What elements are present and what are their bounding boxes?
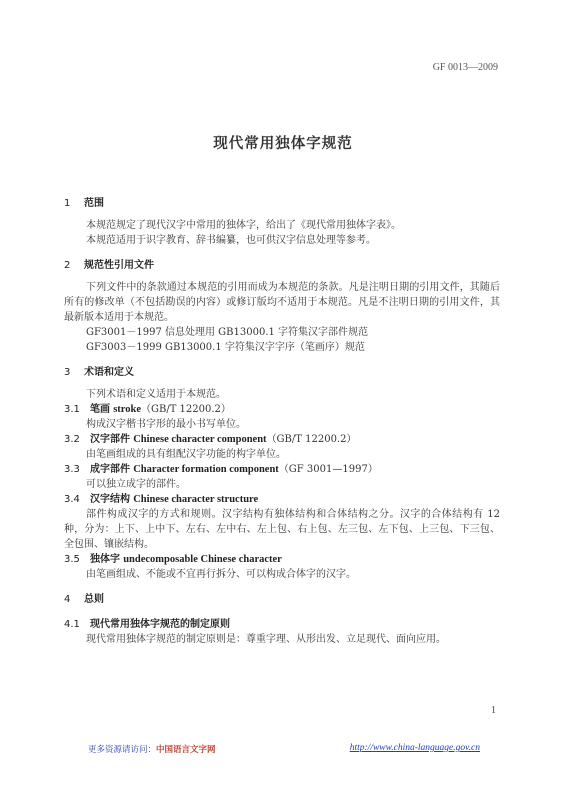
term-reference: （GB/T 12200.2） xyxy=(266,434,357,445)
term-reference: （GB/T 12200.2） xyxy=(141,404,231,415)
footer-site-name: 中国语言文字网 xyxy=(156,745,216,755)
section-3-heading xyxy=(64,365,500,380)
term-number: 3.4 xyxy=(64,494,80,505)
document-body xyxy=(64,196,500,647)
standard-code: GF 0013—2009 xyxy=(432,62,498,73)
document-title: 现代常用独体字规范 xyxy=(213,136,353,152)
footer-url-link[interactable]: http://www.china-language.gov.cn xyxy=(349,743,480,753)
reference-item: GF3001－1997 信息处理用 GB13000.1 字符集汉字部件规范 xyxy=(86,327,369,338)
term-english: undecomposable Chinese character xyxy=(123,554,282,565)
section-1-heading xyxy=(64,196,500,211)
term-3-4 xyxy=(64,492,500,507)
term-name: 汉字结构 xyxy=(90,494,130,505)
term-number: 3.2 xyxy=(64,434,80,445)
term-3-1 xyxy=(64,402,500,417)
paragraph: 现代常用独体字规范的制定原则是：尊重字理、从形出发、立足现代、面向应用。 xyxy=(86,634,446,645)
term-3-5 xyxy=(64,552,500,567)
reference-item: GF3003－1999 GB13000.1 字符集汉字字序（笔画序）规范 xyxy=(86,342,365,353)
footer-resource-note xyxy=(88,743,216,755)
term-name: 独体字 xyxy=(90,554,120,565)
section-number: 1 xyxy=(64,198,71,209)
term-english: Character formation component xyxy=(133,464,279,475)
section-4-heading xyxy=(64,592,500,607)
term-definition: 构成汉字楷书字形的最小书写单位。 xyxy=(86,419,246,430)
paragraph: 下列文件中的条款通过本规范的引用而成为本规范的条款。凡是注明日期的引用文件，其随后所有的修改单（不包括勘误的内容）或修订版均不适用于本规范。凡是不注明日期的引用文件，其最新版本适用于本规范。 xyxy=(64,282,500,323)
section-title: 术语和定义 xyxy=(84,367,134,378)
term-definition: 由笔画组成的具有组配汉字功能的构字单位。 xyxy=(86,449,286,460)
term-name: 笔画 xyxy=(90,404,110,415)
paragraph: 下列术语和定义适用于本规范。 xyxy=(86,389,226,400)
section-title: 总则 xyxy=(84,594,104,605)
paragraph: 本规范适用于识字教育、辞书编纂，也可供汉字信息处理等参考。 xyxy=(86,235,376,246)
section-title: 规范性引用文件 xyxy=(84,260,154,271)
term-definition: 可以独立成字的部件。 xyxy=(86,479,186,490)
term-english: Chinese character component xyxy=(133,434,267,445)
section-number: 2 xyxy=(64,260,71,271)
section-title: 范围 xyxy=(84,198,104,209)
term-number: 3.3 xyxy=(64,464,80,475)
term-name: 汉字部件 xyxy=(90,434,130,445)
term-number: 3.5 xyxy=(64,554,80,565)
term-definition: 由笔画组成、不能或不宜再行拆分、可以构成合体字的汉字。 xyxy=(86,569,356,580)
section-2-heading xyxy=(64,258,500,273)
term-reference: （GF 3001—1997） xyxy=(278,464,378,475)
subsection-number: 4.1 xyxy=(64,619,80,630)
section-number: 3 xyxy=(64,367,71,378)
footer-prefix: 更多资源请访问： xyxy=(88,745,157,755)
subsection-4-1-heading xyxy=(64,617,500,632)
term-definition: 部件构成汉字的方式和规则。汉字结构有独体结构和合体结构之分。汉字的合体结构有 12 种，分为：上下、上中下、左右、左中右、左上包、右上包、左三包、左下包、上三包、下三包、全包围、镶嵌结构。 xyxy=(64,509,500,550)
subsection-title: 现代常用独体字规范的制定原则 xyxy=(90,619,230,630)
paragraph: 本规范规定了现代汉字中常用的独体字，给出了《现代常用独体字表》。 xyxy=(86,220,401,231)
term-3-2 xyxy=(64,432,500,447)
term-number: 3.1 xyxy=(64,404,80,415)
page-number: 1 xyxy=(491,705,496,716)
term-name: 成字部件 xyxy=(90,464,130,475)
term-english: stroke xyxy=(113,404,141,415)
section-number: 4 xyxy=(64,594,71,605)
term-english: Chinese character structure xyxy=(133,494,259,505)
term-3-3 xyxy=(64,462,500,477)
